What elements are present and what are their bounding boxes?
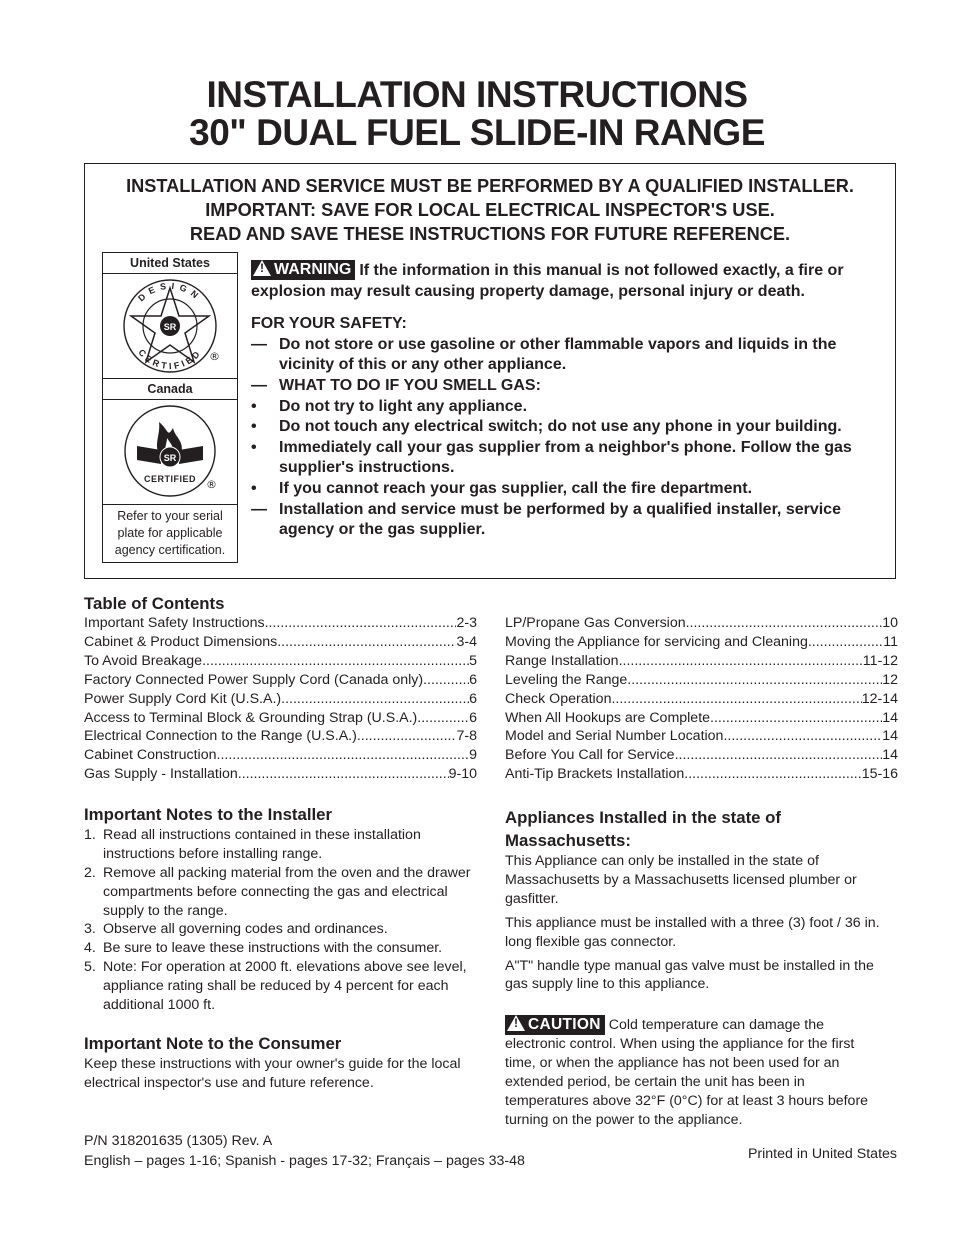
- toc-leader: [423, 671, 469, 690]
- installer-notes-list: [84, 826, 479, 1015]
- warning-badge: [251, 260, 355, 280]
- safety-item-text: Do not touch any electrical switch; do not use any phone in your building.: [279, 418, 842, 436]
- design-certified-seal-icon: [103, 274, 237, 378]
- toc-entry[interactable]: [84, 671, 477, 690]
- safety-item-text: WHAT TO DO IF YOU SMELL GAS:: [279, 376, 541, 394]
- toc-entry-label: To Avoid Breakage: [84, 652, 203, 669]
- toc-entry-label: Anti-Tip Brackets Installation: [505, 766, 685, 783]
- safety-list: [251, 314, 881, 541]
- toc-entry[interactable]: [505, 746, 898, 765]
- canada-cert-label: Canada: [103, 379, 237, 400]
- toc-entry-label: Range Installation: [505, 652, 619, 669]
- safety-heading: FOR YOUR SAFETY:: [251, 315, 407, 333]
- toc-entry-page: 7-8: [456, 728, 477, 745]
- toc-leader: [808, 633, 883, 652]
- notice-line-1: INSTALLATION AND SERVICE MUST BE PERFORMED BY A QUALIFIED INSTALLER.: [126, 176, 854, 196]
- toc-entry[interactable]: [505, 652, 898, 671]
- safety-item-marker: —: [251, 376, 267, 394]
- toc-entry[interactable]: [505, 614, 898, 633]
- safety-item: [251, 479, 881, 500]
- safety-item-text: Installation and service must be performed by a qualified installer, service agency or the gas supplier.: [279, 500, 841, 539]
- list-item-text: Read all instructions contained in these installation instructions before installing range.: [103, 826, 421, 862]
- list-item: [84, 958, 479, 1015]
- notice-line-2: IMPORTANT: SAVE FOR LOCAL ELECTRICAL INSPECTOR'S USE.: [205, 200, 775, 220]
- footer-left: [84, 1132, 525, 1171]
- toc-leader: [723, 727, 882, 746]
- caution-section: [505, 1015, 875, 1130]
- caution-text: Cold temperature can damage the electronic control. When using the appliance for the first time, or when the appliance has not been used for an extended period, be certain the unit has been in temperatures above 32°F (0°C) for at least 3 hours before turning on the power to the appliance.: [505, 1017, 869, 1128]
- caution-badge-label: CAUTION: [528, 1016, 601, 1033]
- toc-entry-page: 6: [469, 690, 477, 707]
- caution-badge: [505, 1015, 605, 1035]
- toc-entry[interactable]: [84, 633, 477, 652]
- toc-entry[interactable]: [505, 671, 898, 690]
- toc-entry-page: 11-12: [862, 652, 898, 669]
- toc-right-column: [505, 614, 898, 784]
- list-item-number: 2.: [84, 864, 96, 881]
- notice-header: [85, 174, 895, 246]
- toc-entry[interactable]: [84, 690, 477, 709]
- safety-item: [251, 438, 881, 479]
- toc-entry[interactable]: [505, 709, 898, 728]
- warning-triangle-icon: [253, 260, 271, 276]
- language-pages: English – pages 1-16; Spanish - pages 17-32; Français – pages 33-48: [84, 1152, 525, 1169]
- us-registered-mark: ®: [209, 350, 220, 363]
- consumer-note-heading: Important Note to the Consumer: [84, 1034, 342, 1053]
- toc-entry-label: Moving the Appliance for servicing and Cleaning: [505, 633, 808, 650]
- safety-item: [251, 376, 881, 397]
- safety-item-marker: •: [251, 418, 257, 436]
- toc-entry-page: 5: [469, 652, 477, 669]
- toc-entry-label: Important Safety Instructions: [84, 615, 265, 631]
- safety-item-text: If you cannot reach your gas supplier, call the fire department.: [279, 479, 753, 497]
- us-logo-bottom-arc: CERTIFIED: [136, 347, 204, 372]
- safety-item-marker: —: [251, 335, 267, 353]
- caution-triangle-icon: [507, 1015, 525, 1031]
- safety-item: [251, 500, 881, 541]
- safety-item-marker: •: [251, 438, 257, 456]
- list-item-text: Remove all packing material from the oven and the drawer compartments before connecting the gas and electrical supply to the range.: [103, 864, 471, 919]
- massachusetts-p1: This Appliance can only be installed in the state of Massachusetts by a Massachusetts licensed plumber or gasfitter.: [505, 853, 857, 907]
- svg-text:CERTIFIED: [136, 347, 203, 371]
- toc-leader: [619, 652, 863, 671]
- page-title: [0, 76, 954, 152]
- list-item-text: Be sure to leave these instructions with the consumer.: [103, 940, 443, 957]
- safety-item-marker: —: [251, 500, 267, 518]
- list-item-number: 1.: [84, 826, 96, 843]
- toc-leader: [710, 709, 882, 728]
- toc-entry-label: Factory Connected Power Supply Cord (Canada only): [84, 671, 424, 688]
- toc-leader: [217, 746, 470, 765]
- canada-registered-mark: ®: [206, 478, 217, 491]
- toc-entry[interactable]: [84, 746, 477, 765]
- toc-entry-page: 6: [469, 709, 477, 726]
- toc-leader: [675, 746, 883, 765]
- toc-leader: [265, 614, 457, 633]
- toc-entry[interactable]: [505, 765, 898, 784]
- svg-text:DESIGN: [136, 281, 204, 304]
- safety-item-text: Do not store or use gasoline or other flammable vapors and liquids in the vicinity of this or any other appliance.: [279, 335, 837, 374]
- toc-leader: [417, 709, 469, 728]
- toc-entry-page: 14: [882, 747, 898, 764]
- printed-in: Printed in United States: [747, 1146, 897, 1162]
- toc-leader: [281, 690, 469, 709]
- safety-item-text: Immediately call your gas supplier from a neighbor's phone. Follow the gas supplier's instructions.: [279, 438, 852, 477]
- toc-entry-label: Before You Call for Service: [505, 747, 675, 764]
- consumer-note-text: Keep these instructions with your owner's guide for the local electrical inspector's use and future reference.: [84, 1055, 461, 1091]
- list-item: [84, 864, 479, 921]
- toc-entry-label: Leveling the Range: [505, 671, 628, 688]
- us-logo-letters: SR: [163, 322, 177, 332]
- title-line-1: INSTALLATION INSTRUCTIONS: [206, 74, 748, 115]
- toc-entry[interactable]: [84, 652, 477, 671]
- toc-entry-page: 6: [469, 671, 477, 688]
- canada-logo-letters: SR: [163, 453, 177, 463]
- canada-certified-logo: [103, 400, 237, 505]
- certification-note: Refer to your serial plate for applicable agency certification.: [114, 509, 226, 557]
- list-item-number: 5.: [84, 959, 96, 976]
- toc-entry-page: 9: [469, 747, 477, 764]
- massachusetts-section: [505, 806, 900, 994]
- toc-entry-label: Model and Serial Number Location: [505, 728, 724, 745]
- installer-notes-section: [84, 806, 479, 1015]
- list-item-text: Observe all governing codes and ordinances.: [103, 921, 388, 938]
- us-cert-label: United States: [103, 253, 237, 274]
- safety-item-marker: •: [251, 397, 257, 415]
- toc-entry-page: 12: [882, 671, 898, 688]
- toc-leader: [686, 614, 883, 633]
- warning-block: [251, 260, 881, 541]
- consumer-note-section: [84, 1035, 479, 1093]
- warning-badge-label: WARNING: [274, 261, 352, 278]
- title-line-2: 30" DUAL FUEL SLIDE-IN RANGE: [189, 112, 765, 153]
- part-number: P/N 318201635 (1305) Rev. A: [84, 1133, 273, 1149]
- toc-entry-page: 9-10: [448, 766, 477, 783]
- safety-item: [251, 417, 881, 438]
- flame-certified-seal-icon: [103, 400, 237, 504]
- us-design-certified-logo: [103, 274, 237, 379]
- massachusetts-heading: Appliances Installed in the state of Massachusetts:: [505, 808, 782, 850]
- toc-entry-page: 14: [882, 728, 898, 745]
- toc-entry-label: Electrical Connection to the Range (U.S.A.): [84, 728, 357, 745]
- toc-entry-label: Access to Terminal Block & Grounding Strap (U.S.A.): [84, 709, 418, 726]
- massachusetts-p2: This appliance must be installed with a three (3) foot / 36 in. long flexible gas connector.: [505, 914, 880, 950]
- toc-entry[interactable]: [505, 727, 898, 746]
- toc-leader: [277, 633, 456, 652]
- safety-item: [251, 335, 881, 376]
- toc-entry-label: Power Supply Cord Kit (U.S.A.): [84, 690, 282, 707]
- list-item-number: 4.: [84, 940, 96, 957]
- warning-statement: [251, 260, 881, 302]
- toc-entry-label: Cabinet Construction: [84, 747, 217, 764]
- safety-item-text: Do not try to light any appliance.: [279, 397, 528, 415]
- toc-leader: [357, 727, 457, 746]
- toc-entry-page: 14: [882, 709, 898, 726]
- toc-leader: [238, 765, 449, 784]
- us-logo-top-arc: DESIGN: [136, 280, 204, 304]
- toc-entry-label: When All Hookups are Complete: [505, 709, 711, 726]
- toc-entry-label: Check Operation: [505, 690, 612, 707]
- massachusetts-p3: A"T" handle type manual gas valve must be installed in the gas supply line to this appliance.: [505, 957, 874, 993]
- toc-leader: [611, 690, 861, 709]
- toc-heading: Table of Contents: [84, 594, 225, 613]
- toc-leader: [627, 671, 882, 690]
- toc-entry[interactable]: [505, 633, 898, 652]
- list-item-number: 3.: [84, 921, 96, 938]
- safety-item-marker: •: [251, 479, 257, 497]
- list-item-text: Note: For operation at 2000 ft. elevations above see level, appliance rating shall be reduced by 4 percent for each additional 1000 ft.: [103, 959, 467, 1014]
- installer-notes-heading: Important Notes to the Installer: [84, 805, 333, 824]
- toc-entry-label: Cabinet & Product Dimensions: [84, 633, 278, 650]
- warning-text: If the information in this manual is not followed exactly, a fire or explosion may result causing property damage, personal injury or death.: [251, 262, 844, 300]
- toc-left-column: [84, 614, 477, 784]
- safety-item: [251, 397, 881, 418]
- toc-entry-page: 12-14: [861, 690, 898, 707]
- toc-entry[interactable]: [505, 690, 898, 709]
- notice-line-3: READ AND SAVE THESE INSTRUCTIONS FOR FUTURE REFERENCE.: [189, 224, 791, 244]
- toc-entry-page: 11: [883, 633, 898, 650]
- toc-entry-label: Gas Supply - Installation: [84, 766, 238, 783]
- list-item: [84, 920, 479, 939]
- toc-entry-page: 2-3: [456, 615, 477, 631]
- toc-entry-page: 10: [882, 615, 898, 631]
- toc-entry-page: 15-16: [861, 766, 898, 783]
- list-item: [84, 826, 479, 864]
- toc-entry-page: 3-4: [456, 633, 477, 650]
- toc-entry[interactable]: [84, 614, 477, 633]
- certification-panel: [102, 252, 238, 563]
- toc-leader: [684, 765, 861, 784]
- safety-notice-box: [84, 163, 896, 579]
- toc-entry-label: LP/Propane Gas Conversion: [505, 615, 686, 631]
- toc-entry[interactable]: [84, 765, 477, 784]
- list-item: [84, 939, 479, 958]
- canada-logo-text: CERTIFIED: [143, 474, 197, 484]
- toc-entry[interactable]: [84, 727, 477, 746]
- toc-entry[interactable]: [84, 709, 477, 728]
- toc-leader: [202, 652, 469, 671]
